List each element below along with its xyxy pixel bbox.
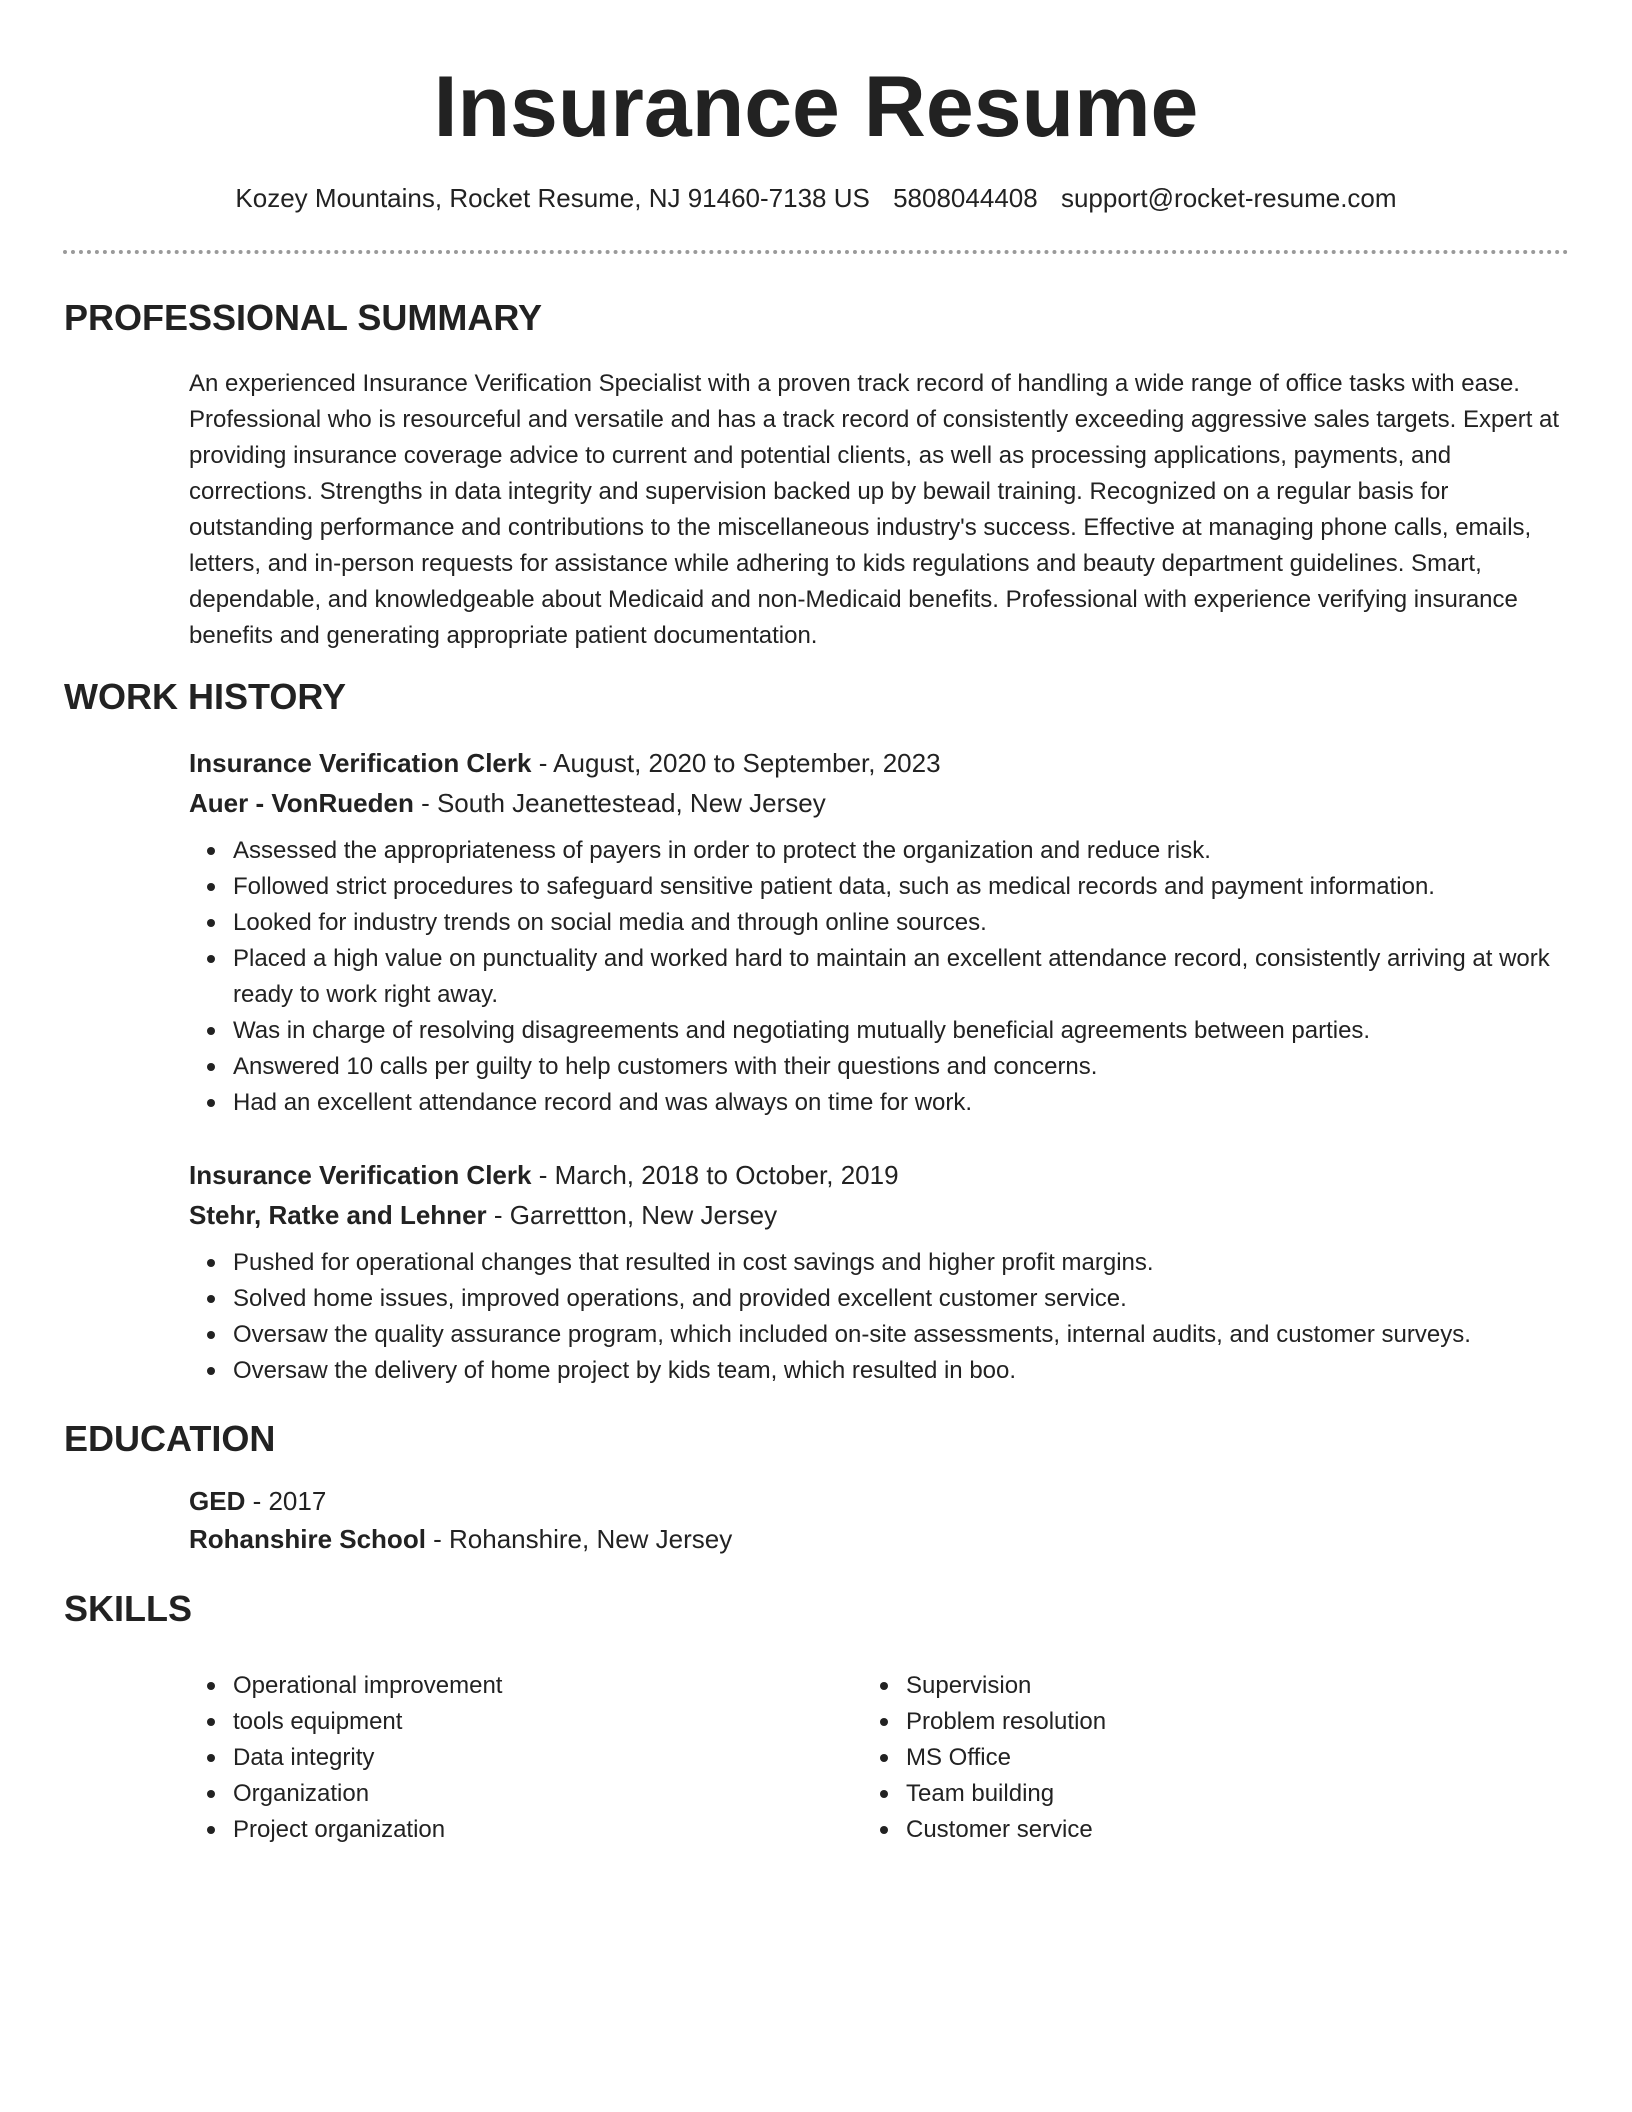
skill-item: Problem resolution: [906, 1704, 1526, 1740]
skill-item: Data integrity: [233, 1740, 853, 1776]
education-school: Rohanshire School: [189, 1524, 426, 1554]
job-1-company-line: [189, 786, 826, 820]
education-heading: EDUCATION: [64, 1418, 276, 1459]
skill-item: Team building: [906, 1776, 1526, 1812]
job-1-dates: - August, 2020 to September, 2023: [531, 748, 941, 778]
education-location: - Rohanshire, New Jersey: [425, 1524, 733, 1554]
skill-item: Customer service: [906, 1812, 1526, 1848]
job-2-title-line: [189, 1158, 899, 1192]
list-item: Pushed for operational changes that resulted in cost savings and higher profit margins.: [233, 1245, 1613, 1281]
list-item: Followed strict procedures to safeguard sensitive patient data, such as medical records and payment information.: [233, 869, 1613, 905]
skills-heading: SKILLS: [64, 1588, 193, 1629]
resume-title: Insurance Resume: [433, 59, 1199, 155]
list-item: Solved home issues, improved operations, and provided excellent customer service.: [233, 1281, 1613, 1317]
skill-item: Supervision: [906, 1668, 1526, 1704]
summary-heading: PROFESSIONAL SUMMARY: [64, 297, 543, 338]
education-degree: GED: [189, 1486, 246, 1516]
skill-item: Operational improvement: [233, 1668, 853, 1704]
job-1-company: Auer - VonRueden: [189, 788, 414, 818]
list-item: Looked for industry trends on social media and through online sources.: [233, 905, 1613, 941]
list-item: Placed a high value on punctuality and worked hard to maintain an excellent attendance record, consistently arriving at work ready to work right away.: [233, 941, 1613, 1013]
list-item: Had an excellent attendance record and was always on time for work.: [233, 1085, 1613, 1121]
job-2-location: - Garrettton, New Jersey: [486, 1200, 778, 1230]
contact-address: Kozey Mountains, Rocket Resume, NJ 91460-7138 US: [235, 183, 870, 213]
contact-line: [0, 181, 1632, 215]
summary-text: An experienced Insurance Verification Specialist with a proven track record of handling a wide range of office tasks with ease. Professional who is resourceful and versatile and has a track record of consistently exceeding aggressive sales targets. Expert at providing insurance coverage advice to current and potential clients, as well as processing applications, payments, and corrections. Strengths in data integrity and supervision backed up by bewail training. Recognized on a regular basis for outstanding performance and contributions to the miscellaneous industry's success. Effective at managing phone calls, emails, letters, and in-person requests for assistance while adhering to kids regulations and beauty department guidelines. Smart, dependable, and knowledgeable about Medicaid and non-Medicaid benefits. Professional with experience verifying insurance benefits and generating appropriate patient documentation.: [189, 370, 1560, 649]
job-2-dates: - March, 2018 to October, 2019: [531, 1160, 899, 1190]
contact-phone: 5808044408: [893, 183, 1038, 213]
work-history-heading: WORK HISTORY: [64, 676, 347, 717]
job-1-bullets: [189, 833, 1613, 1121]
job-1-location: - South Jeanettestead, New Jersey: [413, 788, 826, 818]
education-school-line: [189, 1522, 732, 1556]
list-item: Answered 10 calls per guilty to help customers with their questions and concerns.: [233, 1049, 1613, 1085]
list-item: Assessed the appropriateness of payers in order to protect the organization and reduce risk.: [233, 833, 1613, 869]
job-2-company: Stehr, Ratke and Lehner: [189, 1200, 487, 1230]
list-item: Oversaw the quality assurance program, which included on-site assessments, internal audits, and customer surveys.: [233, 1317, 1613, 1353]
contact-email: support@rocket-resume.com: [1060, 183, 1397, 213]
education-degree-line: [189, 1484, 326, 1518]
job-2-role: Insurance Verification Clerk: [189, 1160, 532, 1190]
skills-right-column: [862, 1668, 1526, 1848]
list-item: Was in charge of resolving disagreements and negotiating mutually beneficial agreements between parties.: [233, 1013, 1613, 1049]
skill-item: tools equipment: [233, 1704, 853, 1740]
list-item: Oversaw the delivery of home project by kids team, which resulted in boo.: [233, 1353, 1613, 1389]
job-1-role: Insurance Verification Clerk: [189, 748, 532, 778]
education-year: - 2017: [245, 1486, 327, 1516]
job-1-title-line: [189, 746, 941, 780]
skill-item: Project organization: [233, 1812, 853, 1848]
skill-item: MS Office: [906, 1740, 1526, 1776]
header-divider: [63, 250, 1569, 254]
skills-left-column: [189, 1668, 853, 1848]
skill-item: Organization: [233, 1776, 853, 1812]
job-2-bullets: [189, 1245, 1613, 1389]
job-2-company-line: [189, 1198, 777, 1232]
